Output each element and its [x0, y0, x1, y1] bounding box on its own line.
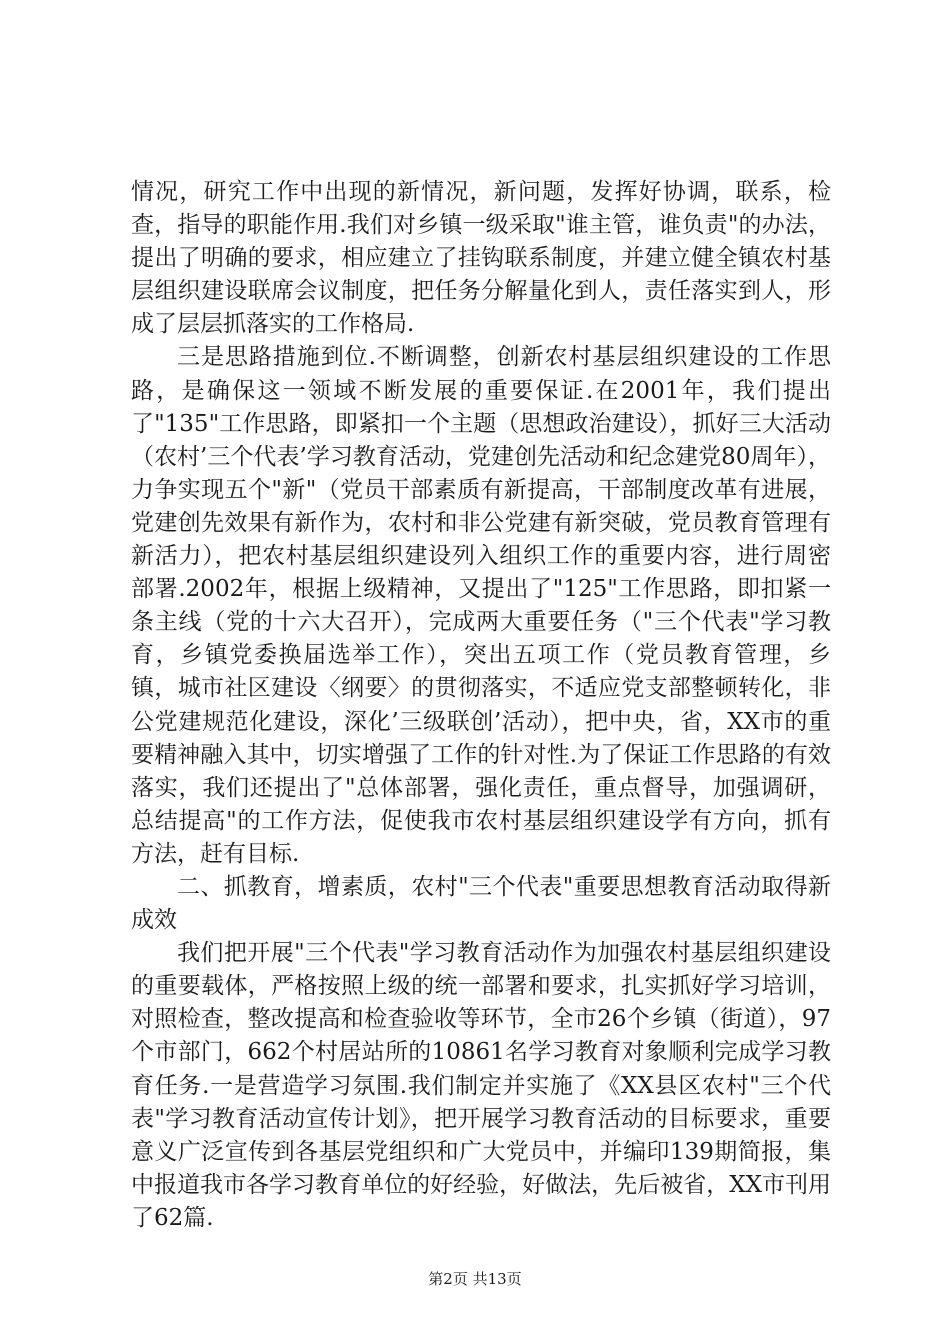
page-number-footer: 第2页 共13页 [428, 1270, 522, 1288]
paragraph-2: 三是思路措施到位.不断调整，创新农村基层组织建设的工作思路，是确保这一领域不断发展的重要保证.在2001年，我们提出了"135"工作思路，即紧扣一个主题（思想政治建设），抓好三大活动（农村’三个代表’学习教育活动，党建创先活动和纪念建党80周年），力争实现五个"新"（党员干部素质有新提高，干部制度改革有进展，党建创先效果有新作为，农村和非公党建有新突破，党员教育管理有新活力），把农村基层组织建设列入组织工作的重要内容，进行周密部署.2002年，根据上级精神，又提出了"125"工作思路，即扣紧一条主线（党的十六大召开），完成两大重要任务（"三个代表"学习教育，乡镇党委换届选举工作），突出五项工作（党员教育管理，乡镇，城市社区建设〈纲要〉的贯彻落实，不适应党支部整顿转化，非公党建规范化建设，深化’三级联创’活动），把中央，省，XX市的重要精神融入其中，切实增强了工作的针对性.为了保证工作思路的有效落实，我们还提出了"总体部署，强化责任，重点督导，加强调研，总结提高"的工作方法，促使我市农村基层组织建设学有方向，抓有方法，赶有目标. [131, 344, 831, 867]
document-body [131, 176, 831, 1235]
paragraph-3: 我们把开展"三个代表"学习教育活动作为加强农村基层组织建设的重要载体，严格按照上级的统一部署和要求，扎实抓好学习培训，对照检查，整改提高和检查验收等环节，全市26个乡镇（街道），97个市部门，662个村居站所的10861名学习教育对象顺利完成学习教育任务.一是营造学习氛围.我们制定并实施了《XX县区农村"三个代表"学习教育活动宣传计划》，把开展学习教育活动的目标要求，重要意义广泛宣传到各基层党组织和广大党员中，并编印139期简报，集中报道我市各学习教育单位的好经验，好做法，先后被省，XX市刊用了62篇. [131, 940, 831, 1231]
section-heading: 二、抓教育，增素质，农村"三个代表"重要思想教育活动取得新成效 [131, 873, 831, 934]
paragraph-1: 情况，研究工作中出现的新情况，新问题，发挥好协调，联系，检查，指导的职能作用.我们对乡镇一级采取"谁主管，谁负责"的办法，提出了明确的要求，相应建立了挂钩联系制度，并建立健全镇农村基层组织建设联席会议制度，把任务分解量化到人，责任落实到人，形成了层层抓落实的工作格局. [131, 179, 831, 338]
